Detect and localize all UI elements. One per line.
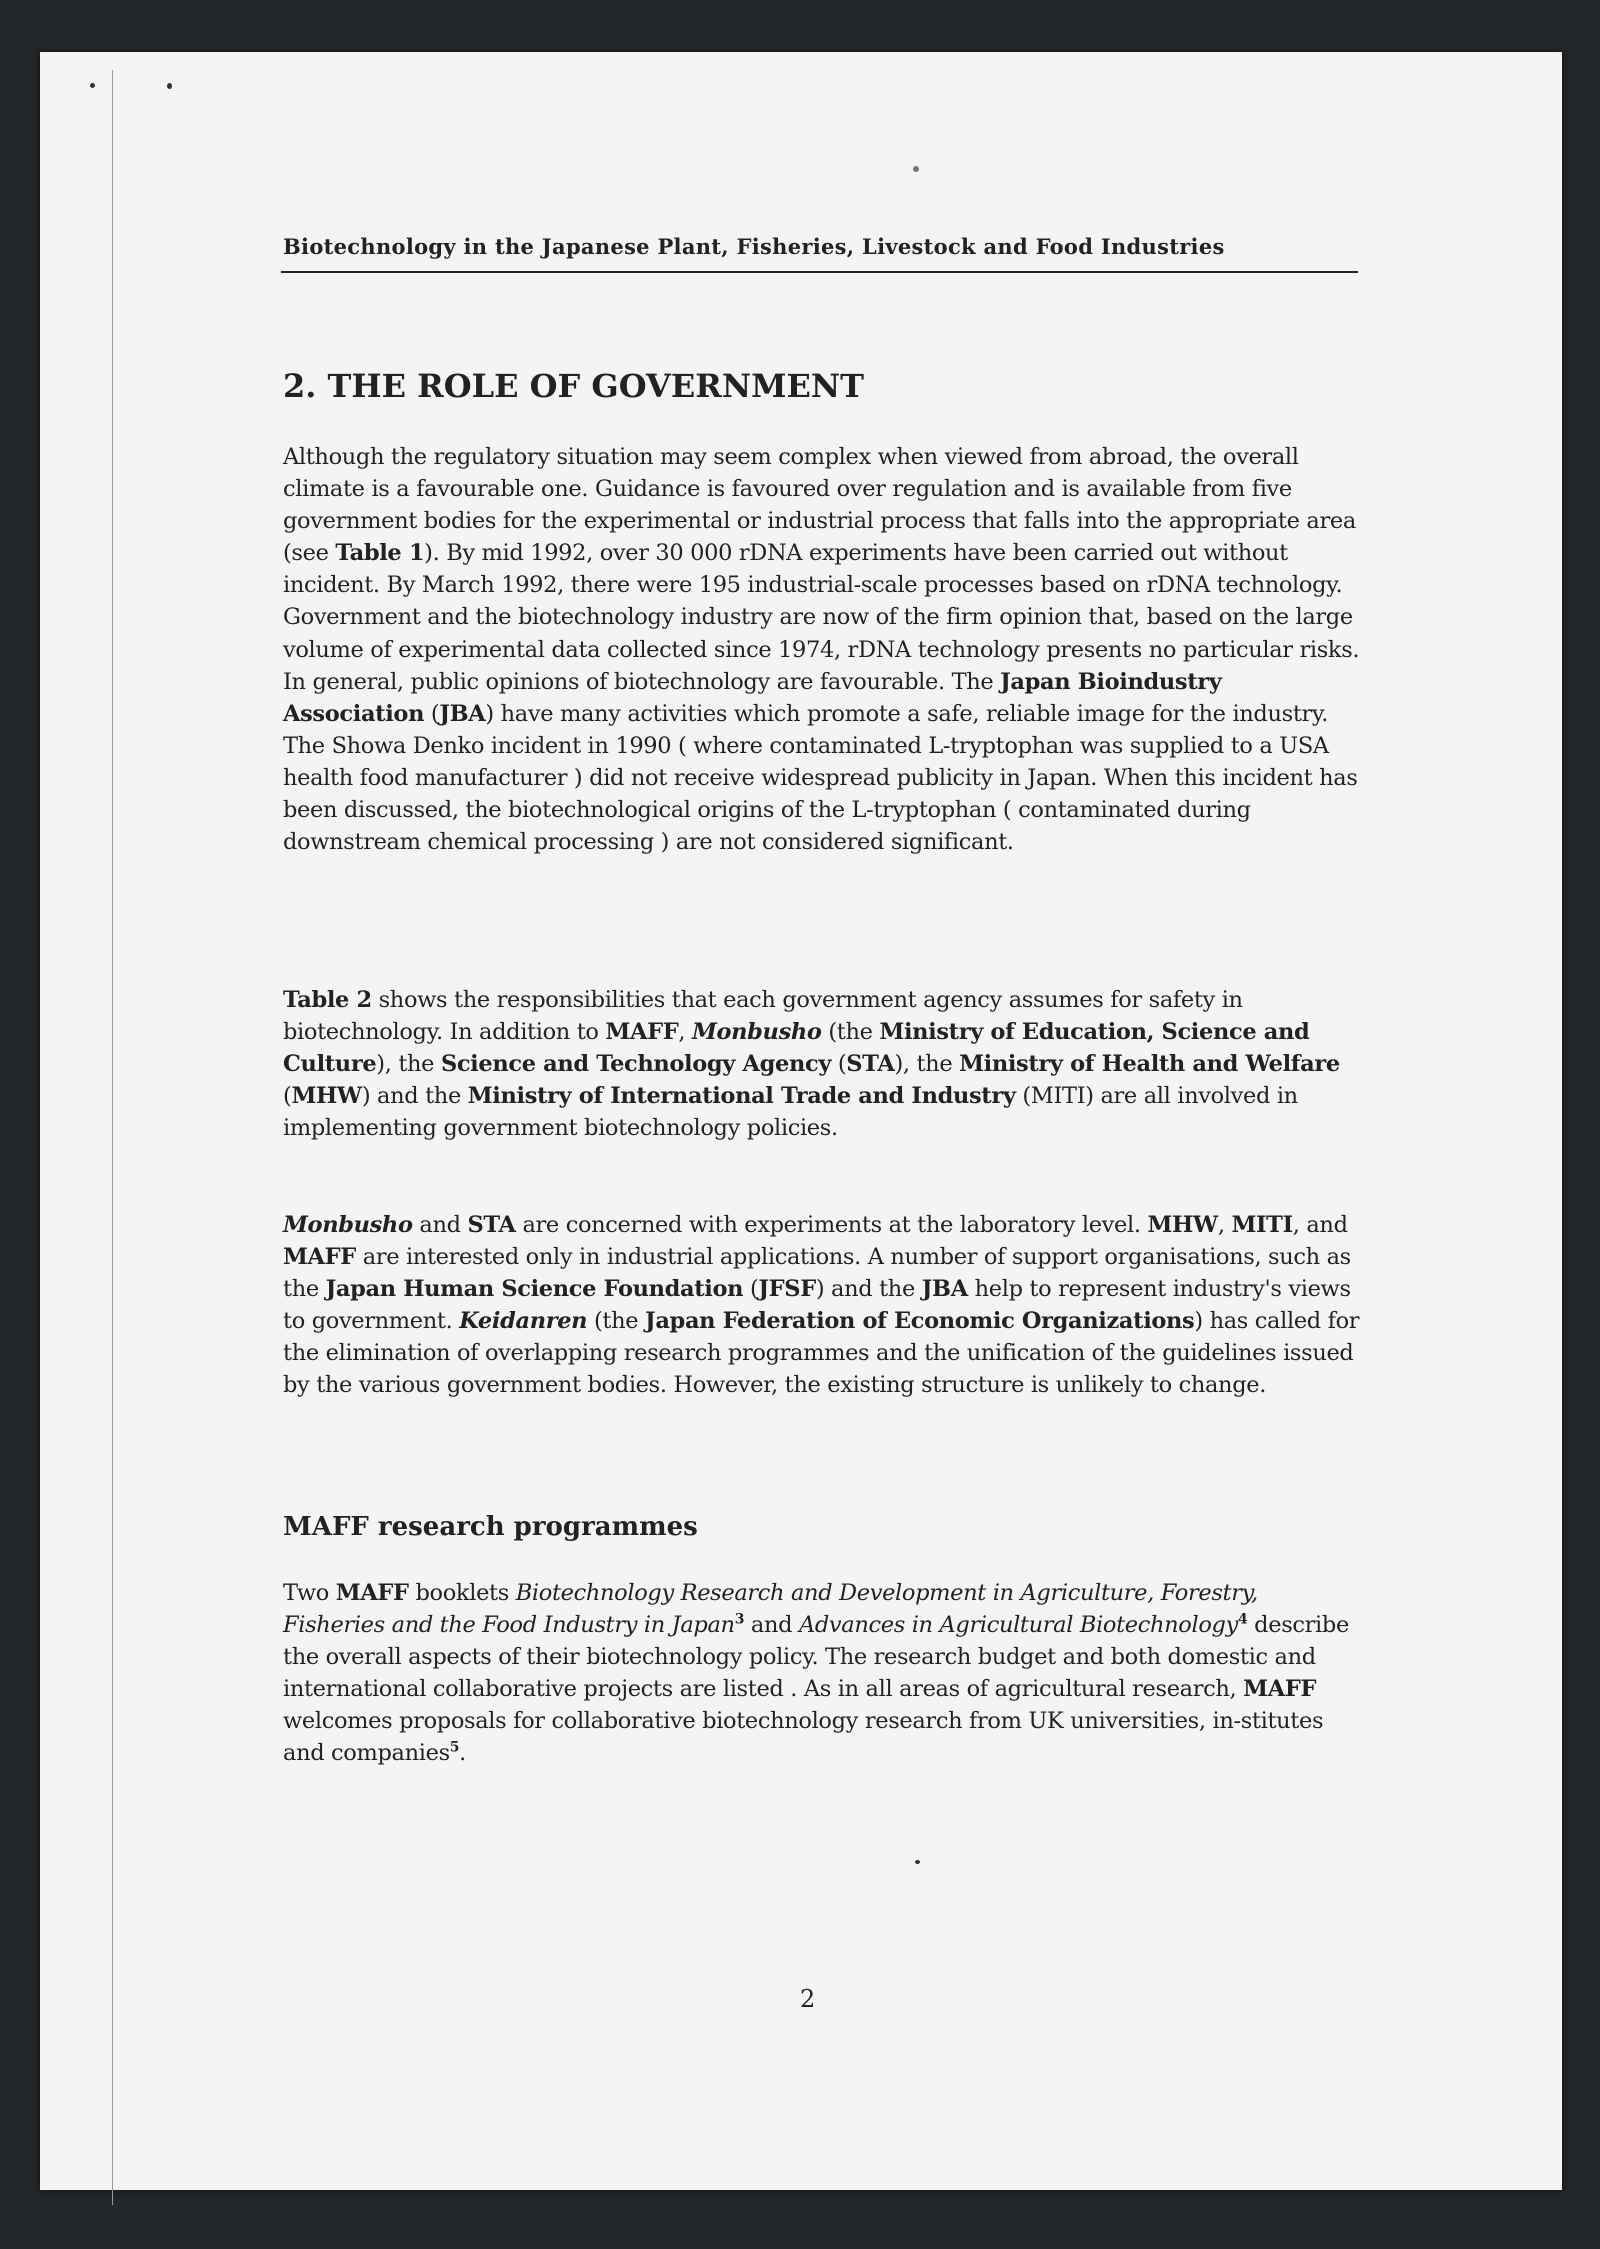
speck-mark xyxy=(167,83,172,89)
speck-mark xyxy=(913,166,919,172)
section-title: 2. THE ROLE OF GOVERNMENT xyxy=(283,367,864,405)
binding-margin-line xyxy=(112,70,113,2205)
speck-mark xyxy=(90,83,95,88)
paragraph-agency-responsibilities: Table 2 shows the responsibilities that each government agency assumes for safety in biotechnology. In addition to MAFF, Monbusho (the Ministry of Education, Science and Culture), the Science and Technology Agency (STA), the Ministry of Health and Welfare (MHW) and the Ministry of International Trade and Industry (MITI) are all involved in implementing government biotechnology policies. xyxy=(283,987,1340,1142)
running-header: Biotechnology in the Japanese Plant, Fisheries, Livestock and Food Industries xyxy=(283,234,1225,259)
paragraph-regulatory-situation: Although the regulatory situation may seem complex when viewed from abroad, the overall climate is a favourable one. Guidance is favoured over regulation and is available from five government bodies for the experimental or industrial process that falls into the appropriate area (see Table 1). By mid 1992, over 30 000 rDNA experiments have been carried out without incident. By March 1992, there were 195 industrial-scale processes based on rDNA technology. Government and the biotechnology industry are now of the firm opinion that, based on the large volume of experimental data collected since 1974, rDNA technology presents no particular risks. In general, public opinions of biotechnology are favourable. The Japan Bioindustry Association (JBA) have many activities which promote a safe, reliable image for the industry. The Showa Denko incident in 1990 ( where contaminated L-tryptophan was supplied to a USA health food manufacturer ) did not receive widespread publicity in Japan. When this incident has been discussed, the biotechnological origins of the L-tryptophan ( contaminated during downstream chemical processing ) are not considered significant. xyxy=(283,444,1360,856)
header-rule xyxy=(281,271,1358,273)
page-number: 2 xyxy=(800,1985,816,2013)
speck-mark xyxy=(915,1860,920,1864)
subsection-title: MAFF research programmes xyxy=(283,1512,698,1542)
paragraph-agency-concerns: Monbusho and STA are concerned with experiments at the laboratory level. MHW, MITI, and MAFF are interested only in industrial applications. A number of support organisations, such as the Japan Human Science Foundation (JFSF) and the JBA help to represent industry's views to government. Keidanren (the Japan Federation of Economic Organizations) has called for the elimination of overlapping research programmes and the unification of the guidelines issued by the various government bodies. However, the existing structure is unlikely to change. xyxy=(283,1212,1360,1399)
paragraph-maff-booklets: Two MAFF booklets Biotechnology Research and Development in Agriculture, Forestry, Fisheries and the Food Industry in Japan$^3$ and Advances in Agricultural Biotechnology$^4$ describe the overall aspects of their biotechnology policy. The research budget and both domestic and international collaborative projects are listed . As in all areas of agricultural research, MAFF welcomes proposals for collaborative biotechnology research from UK universities, in-stitutes and companies$^5$. xyxy=(283,1580,1349,1767)
